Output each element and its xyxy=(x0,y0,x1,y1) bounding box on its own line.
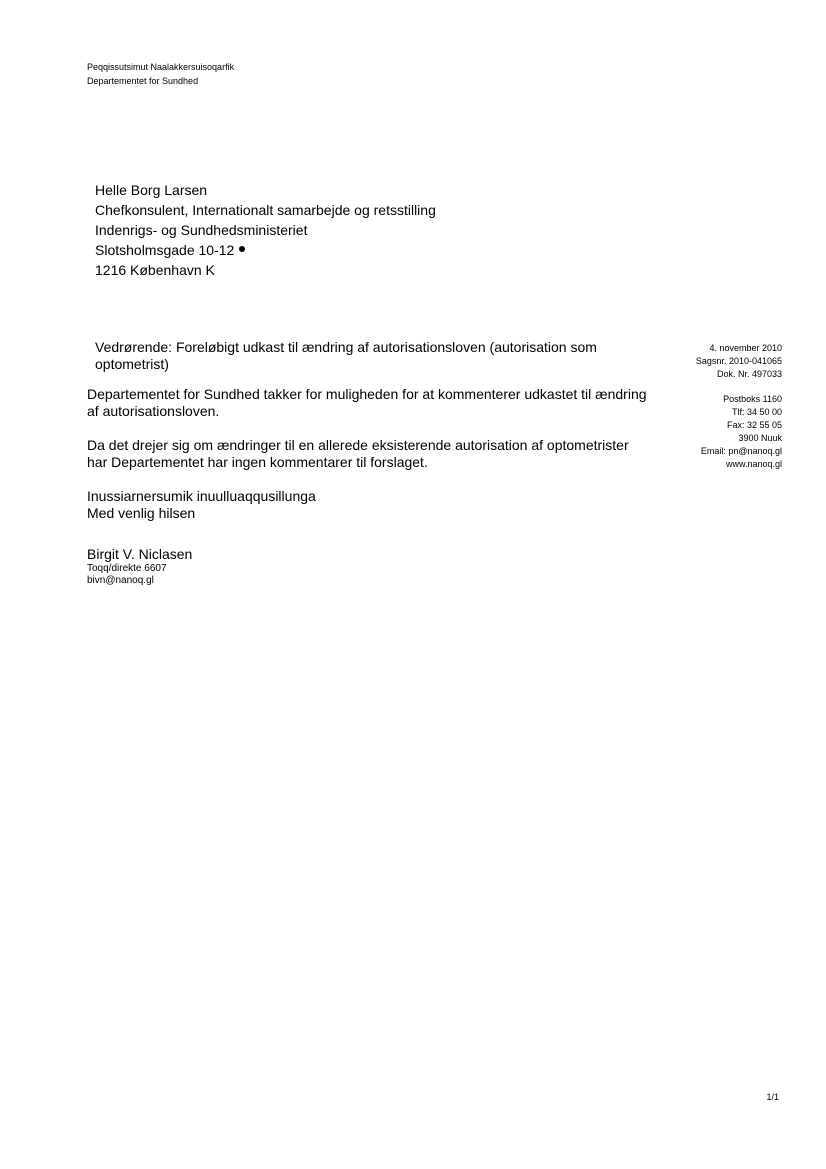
sidebar-info xyxy=(696,342,782,471)
letterhead xyxy=(87,60,234,88)
letterhead-line-danish: Departementet for Sundhed xyxy=(87,76,199,86)
letterhead-line-greenlandic: Peqqissutsimut Naalakkersuisoqarfik xyxy=(87,62,235,72)
postbox: Postboks 1160 xyxy=(723,394,782,404)
body-paragraph-1: Departementet for Sundhed takker for muligheden for at kommenterer udkastet til ændring af autorisationsloven. xyxy=(87,386,647,419)
recipient-title: Chefkonsulent, Internationalt samarbejde og retsstilling xyxy=(95,202,436,218)
letter-date: 4. november 2010 xyxy=(709,343,782,353)
sidebar-spacer xyxy=(696,381,782,393)
bullet-icon xyxy=(239,246,245,252)
signature-email: bivn@nanoq.gl xyxy=(87,575,154,586)
recipient-organization: Indenrigs- og Sundhedsministeriet xyxy=(95,222,308,238)
subject-line: Vedrørende: Foreløbigt udkast til ændring af autorisationsloven (autorisation som optometrist) xyxy=(95,339,597,372)
page-number: 1/1 xyxy=(766,1092,779,1102)
closing-greenlandic: Inussiarnersumik inuulluaqqusillunga xyxy=(87,488,316,504)
document-number: Dok. Nr. 497033 xyxy=(716,369,782,379)
closing-danish: Med venlig hilsen xyxy=(87,505,196,521)
signature-phone: Toqq/direkte 6607 xyxy=(87,563,167,574)
sender-website: www.nanoq.gl xyxy=(725,459,782,469)
body-paragraph-2: Da det drejer sig om ændringer til en allerede eksisterende autorisation af optometrister har Departementet har ingen kommentarer til forslaget. xyxy=(87,437,629,470)
recipient-street-line xyxy=(95,240,436,260)
recipient-city: 1216 København K xyxy=(95,262,215,278)
sender-city: 3900 Nuuk xyxy=(738,433,782,443)
recipient-name: Helle Borg Larsen xyxy=(95,182,208,198)
signature-block xyxy=(87,546,192,587)
recipient-street: Slotsholmsgade 10-12 xyxy=(95,242,235,258)
signature-name: Birgit V. Niclasen xyxy=(87,546,193,562)
sender-phone: Tlf: 34 50 00 xyxy=(731,407,782,417)
recipient-address xyxy=(95,180,436,280)
sender-email: Email: pn@nanoq.gl xyxy=(700,446,782,456)
letter-body xyxy=(87,386,647,522)
case-number: Sagsnr. 2010-041065 xyxy=(695,356,782,366)
sender-fax: Fax: 32 55 05 xyxy=(726,420,782,430)
